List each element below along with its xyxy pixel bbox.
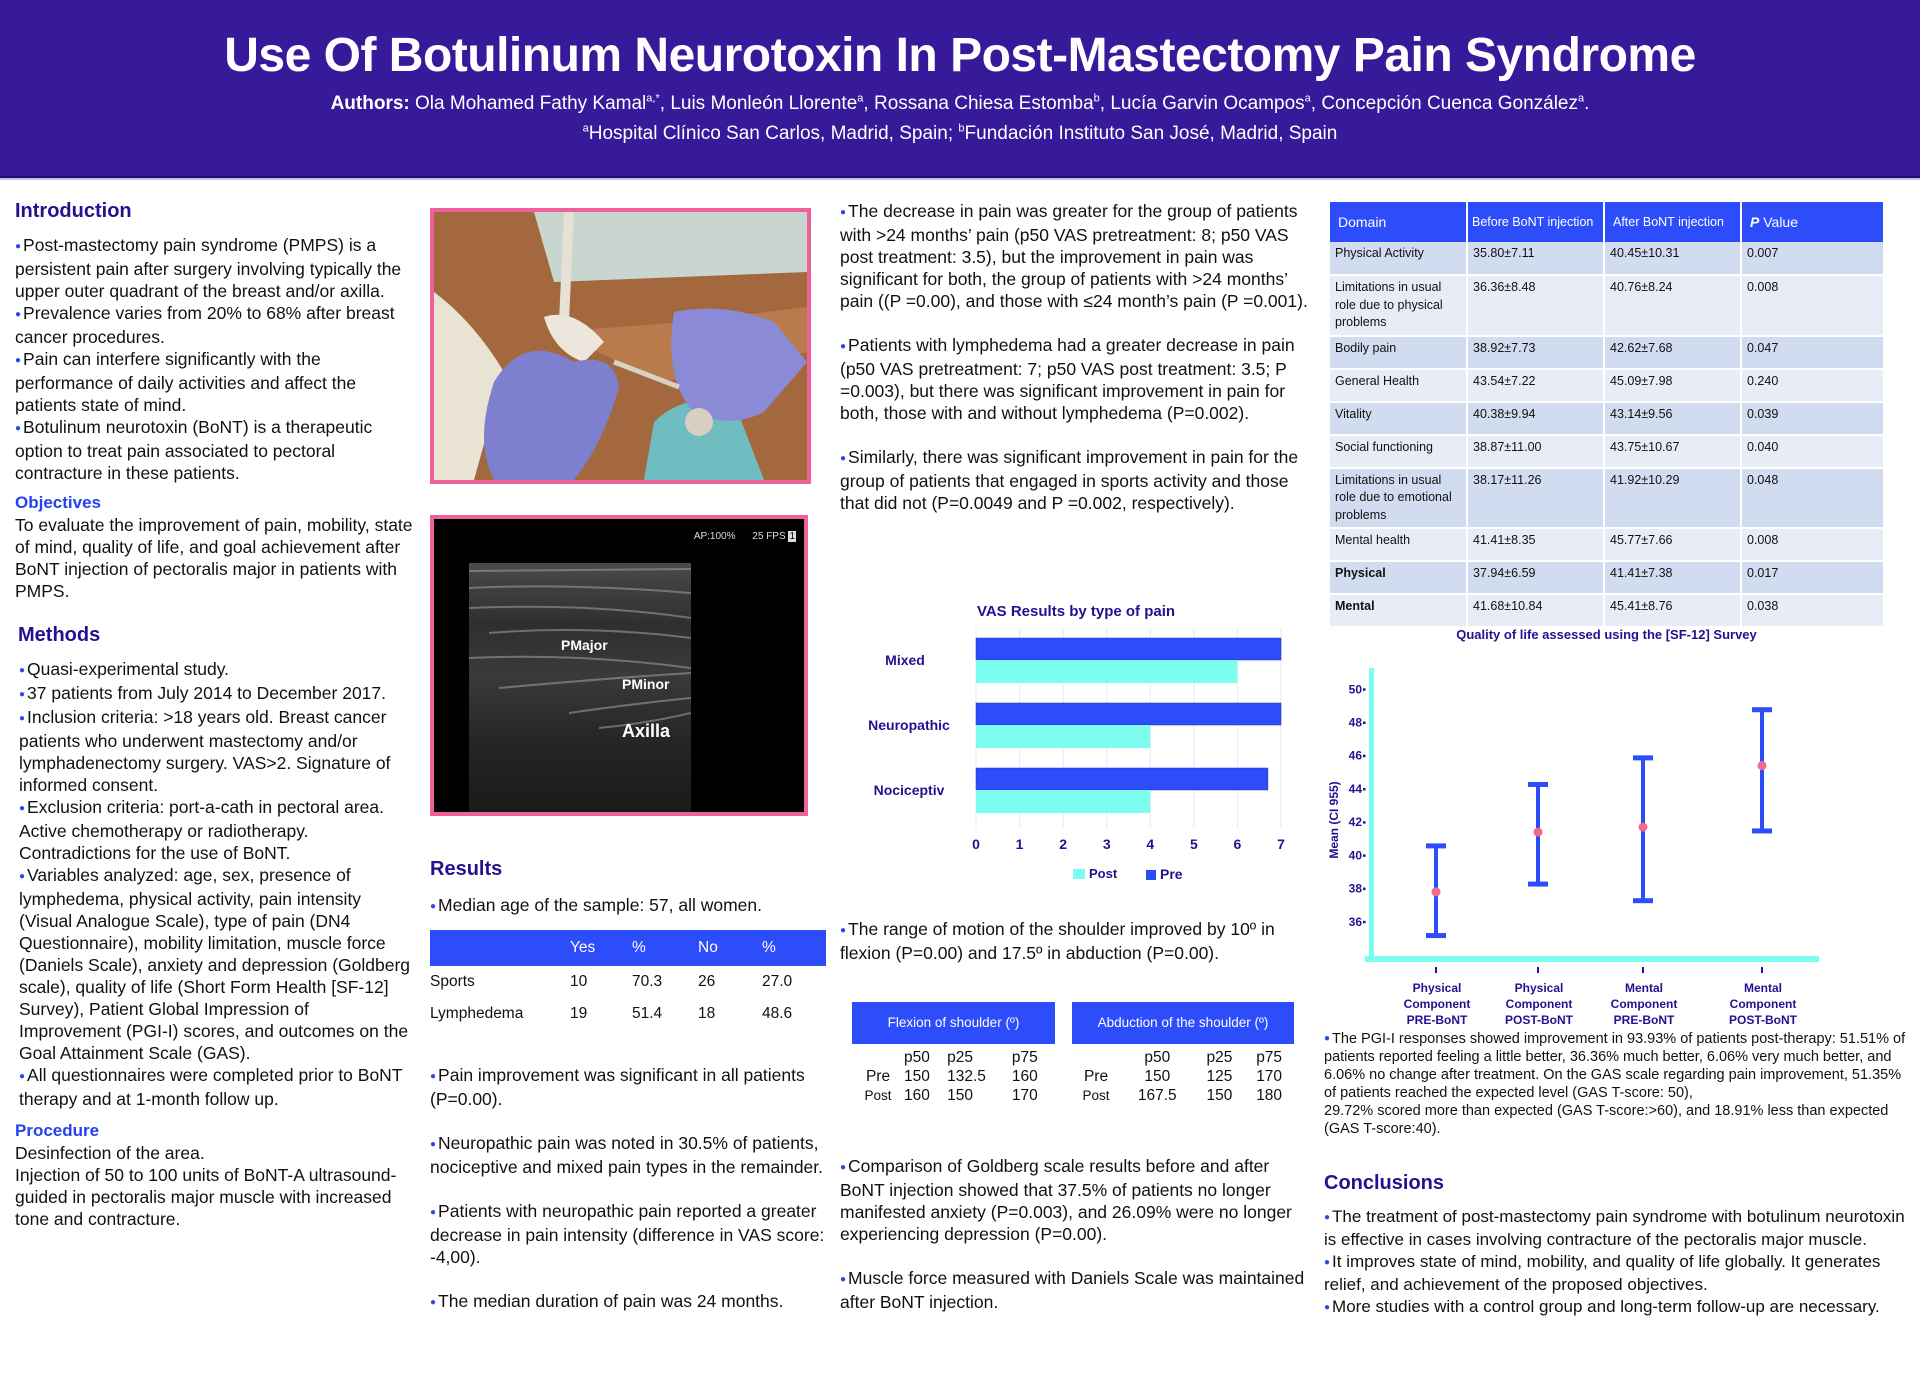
table-cell: 170	[1011, 1087, 1038, 1104]
y-tick-label: 38	[1348, 881, 1362, 896]
table-cell: 41.68±10.84	[1467, 594, 1604, 627]
rom-section	[840, 918, 1310, 964]
x-category-label: Component	[1729, 997, 1797, 1011]
methods-bullet: ● Quasi-experimental study.	[19, 658, 415, 682]
conclusions-bullet: ● It improves state of mind, mobility, and quality of life globally. It generates relief, and achievement of the proposed objectives.	[1324, 1251, 1914, 1296]
table-cell: 0.240	[1741, 369, 1883, 402]
mean-point	[1639, 823, 1648, 832]
table-cell: Sports	[430, 973, 475, 990]
y-tick-mark	[1363, 854, 1366, 857]
ci-cap-upper	[1752, 707, 1772, 712]
poster-title: Use Of Botulinum Neurotoxin In Post-Mastectomy Pain Syndrome	[224, 29, 1696, 82]
x-category-label: Component	[1403, 997, 1471, 1011]
column-3	[840, 200, 1310, 514]
flexion-table	[852, 1002, 1055, 1105]
table-cell: Limitations in usual role due to emotional problems	[1330, 468, 1467, 529]
table-cell: 150	[1206, 1087, 1233, 1104]
y-tick-label: 40	[1348, 848, 1362, 863]
table-header-cell: Yes	[570, 939, 596, 956]
x-tick-mark	[1537, 967, 1539, 973]
table-cell: 180	[1256, 1087, 1283, 1104]
ultrasound-label-pminor: PMinor	[622, 676, 670, 692]
table-cell: 160	[1011, 1068, 1038, 1085]
x-category-label: POST-BoNT	[1729, 1013, 1797, 1027]
results-section	[430, 858, 830, 1314]
table-header-cell: No	[698, 939, 718, 956]
table-cell: 125	[1206, 1068, 1233, 1085]
rom-bullet: ● The range of motion of the shoulder improved by 10º in flexion (P=0.00) and 17.5º in abduction (P=0.00).	[840, 918, 1310, 964]
category-label: Neuropathic	[868, 717, 950, 733]
results-bullet: ● Patients with neuropathic pain reported a greater decrease in pain intensity (difference in VAS score: -4,00).	[430, 1200, 830, 1268]
table-cell: 160	[904, 1087, 930, 1104]
results-bullet: ● Pain improvement was significant in all patients (P=0.00).	[430, 1064, 830, 1110]
table-cell: p25	[1206, 1049, 1233, 1066]
y-tick-mark	[1363, 788, 1366, 791]
x-category-label: Component	[1505, 997, 1573, 1011]
objectives-text: To evaluate the improvement of pain, mobility, state of mind, quality of life, and goal achievement after BoNT injection of pectoralis major in patients with PMPS.	[15, 515, 413, 601]
table-cell: 37.94±6.59	[1467, 561, 1604, 594]
table-cell: 10	[570, 973, 588, 990]
table-cell: 43.54±7.22	[1467, 369, 1604, 402]
pgi-bullet: ● The PGI-I responses showed improvement in 93.93% of patients post-therapy: 51.51% of patients reported feeling a little better, 36.36% much better, 6.06% very much better, and 6.06% no change after treatment. On the GAS scale regarding pain improvement, 51.35% of patients reached the expected level (GAS T-score: 50),	[1324, 1030, 1916, 1102]
table-cell: 150	[904, 1068, 930, 1085]
table-cell: 38.87±11.00	[1467, 435, 1604, 468]
table-cell: 0.007	[1741, 242, 1883, 275]
author: Lucía Garvin Ocampos$^a$,	[1110, 92, 1317, 114]
methods-bullet: ● Variables analyzed: age, sex, presence of lymphedema, physical activity, pain intensity (Visual Analogue Scale), type of pain (DN4 Questionnaire), mobility limitation, muscle force (Daniels Scale), anxiety and depression (Goldberg scale), quality of life (Short Form Health [SF-12] Survey), Patient Global Impression of Improvement (PGI-I) scores, and outcomes on the Goal Attainment Scale (GAS).	[19, 864, 415, 1064]
intro-bullet: ● Prevalence varies from 20% to 68% after breast cancer procedures.	[15, 302, 415, 348]
table-cell: 48.6	[762, 1005, 793, 1022]
conclusions-bullet: ● The treatment of post-mastectomy pain syndrome with botulinum neurotoxin is effective in cases involving contracture of the pectoralis major muscle.	[1324, 1206, 1914, 1251]
procedure-line: Injection of 50 to 100 units of BoNT-A ultrasound-guided in pectoralis major muscle with increased tone and contracture.	[15, 1165, 397, 1229]
table-row	[1330, 594, 1883, 627]
y-tick-label: 36	[1348, 914, 1362, 929]
table-row	[1072, 1048, 1294, 1067]
affiliations-line: $^a$Hospital Clínico San Carlos, Madrid, Spain; $^b$Fundación Instituto San José, Madrid, Spain	[582, 122, 1338, 144]
table-cell: Mental health	[1330, 528, 1467, 561]
legend-swatch-pre	[1146, 870, 1156, 880]
mean-point	[1534, 828, 1543, 837]
table-cell: 167.5	[1137, 1087, 1177, 1104]
chart-title: VAS Results by type of pain	[976, 603, 1176, 620]
table-header-cell: After BoNT injection	[1604, 202, 1741, 242]
table-row	[1330, 336, 1883, 369]
table-row	[1072, 1086, 1294, 1105]
x-tick-label: 1	[1015, 836, 1024, 852]
x-tick-mark	[1761, 967, 1763, 973]
table-cell: Lymphedema	[430, 1005, 524, 1022]
abduction-table	[1072, 1002, 1294, 1105]
ultrasound-frame-number: 1	[789, 531, 795, 542]
table-header-cell	[430, 930, 570, 966]
table-cell: p50	[904, 1049, 930, 1066]
bar-post	[976, 790, 1150, 813]
table-cell: Physical	[1330, 561, 1467, 594]
conclusions-heading: Conclusions	[1324, 1172, 1445, 1194]
ultrasound-readout: AP:100%	[693, 531, 736, 542]
y-tick-label: 50	[1348, 682, 1362, 697]
table-header-cell: Domain	[1330, 202, 1467, 242]
y-tick-label: 44	[1348, 781, 1362, 796]
poster-header	[0, 0, 1920, 178]
table-row	[1330, 435, 1883, 468]
x-category-label: POST-BoNT	[1505, 1013, 1573, 1027]
goldberg-bullet: ● Comparison of Goldberg scale results before and after BoNT injection showed that 37.5% of patients no longer manifested anxiety (P=0.003), and 26.09% were no longer experiencing depression (P=0.00).	[840, 1155, 1310, 1245]
x-tick-mark	[1642, 967, 1644, 973]
table-row	[852, 1048, 1055, 1067]
x-category-label: PRE-BoNT	[1613, 1013, 1675, 1027]
ci-cap-lower	[1633, 898, 1653, 903]
table-row	[1072, 1067, 1294, 1086]
x-category-label: PRE-BoNT	[1406, 1013, 1468, 1027]
y-tick-label: 48	[1348, 715, 1362, 730]
table-cell: 0.008	[1741, 275, 1883, 336]
legend-label-pre: Pre	[1160, 866, 1183, 882]
legend-swatch-post	[1073, 869, 1085, 879]
table-cell: General Health	[1330, 369, 1467, 402]
table-header-row	[1330, 202, 1883, 242]
author: Luis Monleón Llorente$^a$,	[670, 92, 869, 114]
x-tick-label: 2	[1059, 836, 1068, 852]
table-cell: 0.017	[1741, 561, 1883, 594]
table-row	[1330, 402, 1883, 435]
table-cell: 0.039	[1741, 402, 1883, 435]
col3-bullet: ● Similarly, there was significant improvement in pain for the group of patients that engaged in sports activity and those that did not (P=0.0049 and P =0.002, respectively).	[840, 446, 1310, 514]
table-header-cell: %	[632, 939, 646, 956]
table-cell: 41.92±10.29	[1604, 468, 1741, 529]
table-cell: 27.0	[762, 973, 793, 990]
table-cell: 40.45±10.31	[1604, 242, 1741, 275]
y-axis	[1369, 668, 1374, 961]
pgi-section	[1324, 1030, 1916, 1138]
methods-bullet: ● All questionnaires were completed prior to BoNT therapy and at 1-month follow up.	[19, 1064, 415, 1110]
table-cell: p75	[1256, 1049, 1283, 1066]
table-cell: 70.3	[632, 973, 663, 990]
y-tick-mark	[1363, 722, 1366, 725]
conclusions-bullet: ● More studies with a control group and long-term follow-up are necessary.	[1324, 1296, 1914, 1319]
x-tick-label: 5	[1189, 836, 1198, 852]
y-tick-mark	[1363, 921, 1366, 924]
ultrasound-label-axilla: Axilla	[622, 721, 671, 741]
table-cell: Post	[864, 1088, 892, 1103]
bar-post	[976, 725, 1150, 748]
table-cell: Pre	[1083, 1068, 1109, 1085]
table-cell: 26	[698, 973, 716, 990]
procedure-heading: Procedure	[15, 1121, 100, 1140]
x-tick-label: 0	[972, 836, 980, 852]
table-row	[852, 1067, 1055, 1086]
table-cell: 35.80±7.11	[1467, 242, 1604, 275]
objectives-heading: Objectives	[15, 493, 101, 512]
y-tick-mark	[1363, 888, 1366, 891]
table-cell: 150	[1144, 1068, 1171, 1085]
table-cell: 0.048	[1741, 468, 1883, 529]
table-header-cell: %	[762, 939, 776, 956]
table-row	[430, 966, 826, 998]
table-cell: 41.41±8.35	[1467, 528, 1604, 561]
x-tick-label: 3	[1102, 836, 1111, 852]
author: Rossana Chiesa Estomba$^b$,	[873, 92, 1106, 114]
y-tick-label: 42	[1348, 815, 1362, 830]
procedure-line: Desinfection of the area.	[15, 1143, 205, 1163]
injection-photo	[430, 208, 811, 484]
table-row	[1330, 468, 1883, 529]
x-category-label: Mental	[1743, 981, 1783, 995]
table-cell: Post	[1082, 1088, 1110, 1103]
sf12-table	[1330, 202, 1883, 628]
pgi-bullet-continuation: 29.72% scored more than expected (GAS T-score:>60), and 18.91% less than expected (GAS T-score:40).	[1324, 1103, 1889, 1137]
table-cell: 0.040	[1741, 435, 1883, 468]
author: Concepción Cuenca González$^a$.	[1321, 92, 1590, 114]
x-tick-mark	[1435, 967, 1437, 973]
table-cell: 51.4	[632, 1005, 663, 1022]
affiliation: Fundación Instituto San José, Madrid, Spain	[964, 123, 1338, 144]
x-tick-label: 4	[1146, 836, 1155, 852]
table-cell: Physical Activity	[1330, 242, 1467, 275]
table-cell: p25	[947, 1049, 974, 1066]
conclusions-section	[1324, 1172, 1914, 1319]
table-cell: 170	[1256, 1068, 1283, 1085]
table-row	[1330, 369, 1883, 402]
table-cell: p75	[1011, 1049, 1038, 1066]
y-tick-mark	[1363, 755, 1366, 758]
ci-cap-upper	[1633, 755, 1653, 760]
category-label: Nociceptiv	[873, 782, 945, 798]
ultrasound-fps: 25 FPS	[752, 531, 786, 542]
bar-pre	[976, 768, 1268, 790]
table-cell: 45.09±7.98	[1604, 369, 1741, 402]
intro-bullet: ● Pain can interfere significantly with the performance of daily activities and affect the patients state of mind.	[15, 348, 415, 416]
table-header-row	[430, 930, 826, 966]
abduction-values	[1072, 1048, 1294, 1105]
results-bullet: ● The median duration of pain was 24 months.	[430, 1290, 830, 1314]
ci-cap-lower	[1528, 882, 1548, 887]
flexion-table-title: Flexion of shoulder (º)	[852, 1002, 1055, 1044]
authors-label: Authors:	[330, 93, 410, 114]
table-cell: Social functioning	[1330, 435, 1467, 468]
bar-pre	[976, 703, 1281, 725]
table-cell: p50	[1144, 1049, 1171, 1066]
ultrasound-label-pmajor: PMajor	[561, 637, 608, 653]
legend-label-post: Post	[1089, 866, 1118, 881]
y-tick-mark	[1363, 688, 1366, 691]
table-row	[1330, 528, 1883, 561]
table-cell: 150	[947, 1087, 974, 1104]
table-cell: 36.36±8.48	[1467, 275, 1604, 336]
mean-point	[1758, 761, 1767, 770]
col3-bullet: ● The decrease in pain was greater for the group of patients with >24 months’ pain (p50 VAS pretreatment: 8; p50 VAS post treatment: 3.5), but the improvement in pain was significant for both, the group of patients with >24 months’ pain ((P =0.00), and those with ≤24 month’s pain (P =0.001).	[840, 200, 1310, 312]
sf12-caption: Quality of life assessed using the [SF-12] Survey	[1456, 627, 1757, 642]
table-cell: 40.76±8.24	[1604, 275, 1741, 336]
injection-photo-illustration	[434, 212, 807, 480]
y-tick-label: 46	[1348, 748, 1362, 763]
vas-bar-chart	[840, 590, 1310, 890]
flexion-values	[852, 1048, 1055, 1105]
table-cell: Mental	[1330, 594, 1467, 627]
table-row	[430, 998, 826, 1030]
table-cell: 41.41±7.38	[1604, 561, 1741, 594]
intro-bullet: ● Botulinum neurotoxin (BoNT) is a therapeutic option to treat pain associated to pectoral contracture in these patients.	[15, 416, 415, 484]
methods-bullet: ● Inclusion criteria: >18 years old. Breast cancer patients who underwent mastectomy and/or lymphadenectomy surgery. VAS>2. Signature of informed consent.	[19, 706, 415, 796]
table-row	[852, 1086, 1055, 1105]
results-heading: Results	[430, 858, 503, 880]
author: Ola Mohamed Fathy Kamal$^{a,*}$,	[415, 92, 666, 114]
methods-heading: Methods	[18, 624, 101, 646]
y-axis-label: Mean (CI 955)	[1327, 781, 1341, 859]
bar-pre	[976, 638, 1281, 660]
table-cell: 45.41±8.76	[1604, 594, 1741, 627]
y-tick-mark	[1363, 821, 1366, 824]
table-header-cell: Before BoNT injection	[1467, 202, 1604, 242]
methods-bullet: ● 37 patients from July 2014 to December 2017.	[19, 682, 415, 706]
x-category-label: Physical	[1514, 981, 1564, 995]
affiliation: Hospital Clínico San Carlos, Madrid, Spain;	[588, 123, 954, 144]
table-header-cell: P Value	[1741, 202, 1883, 242]
table-cell: 132.5	[947, 1068, 986, 1085]
ci-cap-upper	[1426, 843, 1446, 848]
x-category-label: Mental	[1624, 981, 1664, 995]
x-category-label: Physical	[1412, 981, 1462, 995]
table-cell: 42.62±7.68	[1604, 336, 1741, 369]
intro-bullet: ● Post-mastectomy pain syndrome (PMPS) is a persistent pain after surgery involving typically the upper outer quadrant of the breast and/or axilla.	[15, 234, 415, 302]
bar-post	[976, 660, 1237, 683]
sf12-ci-chart	[1320, 660, 1915, 1030]
x-tick-label: 6	[1233, 836, 1242, 852]
table-cell: 43.14±9.56	[1604, 402, 1741, 435]
ci-cap-upper	[1528, 782, 1548, 787]
table-cell: Bodily pain	[1330, 336, 1467, 369]
ci-cap-lower	[1426, 933, 1446, 938]
table-cell: 0.008	[1741, 528, 1883, 561]
results-age-bullet: ● Median age of the sample: 57, all women.	[430, 894, 830, 918]
table-cell: 43.75±10.67	[1604, 435, 1741, 468]
ultrasound-scan	[469, 563, 691, 813]
table-row	[1330, 275, 1883, 336]
table-cell: 38.17±11.26	[1467, 468, 1604, 529]
mean-point	[1432, 887, 1441, 896]
col3-lower	[840, 1155, 1310, 1313]
methods-bullet: ● Exclusion criteria: port-a-cath in pectoral area. Active chemotherapy or radiotherapy. Contradictions for the use of BoNT.	[19, 796, 415, 864]
sports-lymphedema-table	[430, 930, 826, 1030]
introduction-heading: Introduction	[15, 200, 132, 222]
table-cell: 40.38±9.94	[1467, 402, 1604, 435]
ci-cap-lower	[1752, 828, 1772, 833]
table-cell: 0.047	[1741, 336, 1883, 369]
category-label: Mixed	[885, 652, 925, 668]
x-axis	[1365, 956, 1819, 962]
table-cell: Pre	[865, 1068, 891, 1085]
table-cell: 18	[698, 1005, 716, 1022]
ultrasound-image	[430, 515, 808, 816]
table-cell: Limitations in usual role due to physical problems	[1330, 275, 1467, 336]
table-cell: Vitality	[1330, 402, 1467, 435]
col3-bullet: ● Patients with lymphedema had a greater decrease in pain (p50 VAS pretreatment: 7; p50 VAS post treatment: 3.5; P =0.003), but there was significant improvement in pain for both, those with and without lymphedema (P=0.002).	[840, 334, 1310, 424]
table-cell: 45.77±7.66	[1604, 528, 1741, 561]
x-category-label: Component	[1610, 997, 1678, 1011]
results-bullet: ● Neuropathic pain was noted in 30.5% of patients, nociceptive and mixed pain types in the remainder.	[430, 1132, 830, 1178]
table-cell: 19	[570, 1005, 588, 1022]
column-1	[15, 200, 415, 1230]
table-cell: 0.038	[1741, 594, 1883, 627]
table-cell: 38.92±7.73	[1467, 336, 1604, 369]
daniels-bullet: ● Muscle force measured with Daniels Scale was maintained after BoNT injection.	[840, 1267, 1310, 1313]
x-tick-label: 7	[1277, 836, 1285, 852]
table-row	[1330, 561, 1883, 594]
authors-line	[0, 93, 1920, 115]
table-row	[1330, 242, 1883, 275]
abduction-table-title: Abduction of the shoulder (º)	[1072, 1002, 1294, 1044]
